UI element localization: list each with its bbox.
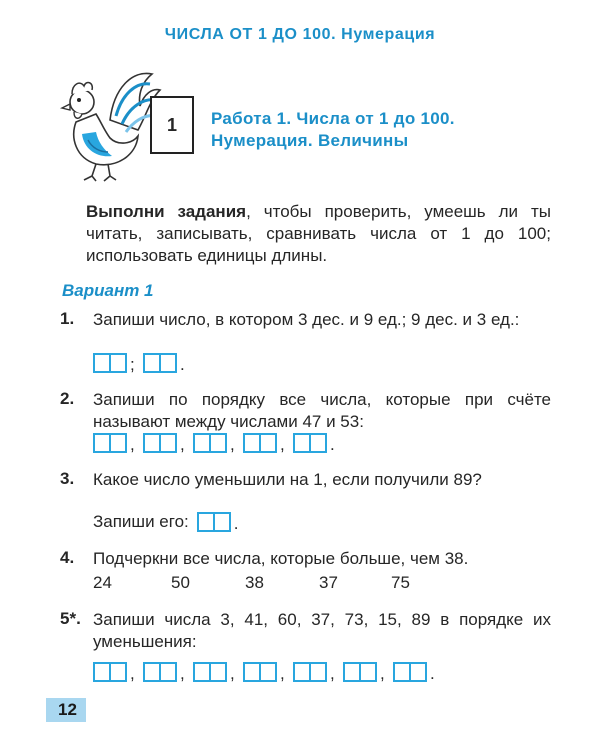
- task-1-number: 1.: [60, 309, 75, 328]
- work-title-line1: Работа 1. Числа от 1 до 100.: [211, 109, 455, 128]
- answer-cell[interactable]: [393, 662, 427, 682]
- task-4-number: 4.: [60, 548, 75, 567]
- intro-bold: Выполни задания: [86, 202, 247, 221]
- task-2-answer-cells: [93, 433, 343, 453]
- separator: .: [233, 514, 239, 533]
- task-5-number: 5*.: [60, 609, 81, 628]
- separator: ,: [130, 435, 135, 454]
- answer-cell[interactable]: [343, 662, 377, 682]
- task-2-number: 2.: [60, 389, 75, 408]
- number-option[interactable]: 37: [319, 573, 338, 592]
- answer-cell[interactable]: [293, 662, 327, 682]
- answer-cell[interactable]: [193, 662, 227, 682]
- task-3-answer-row: [93, 512, 247, 532]
- separator: ,: [380, 664, 385, 683]
- page-header: ЧИСЛА ОТ 1 ДО 100. Нумерация: [164, 26, 436, 43]
- task-5-text: Запиши числа 3, 41, 60, 37, 73, 15, 89 в порядке их уменьшения:: [93, 610, 551, 651]
- answer-cell[interactable]: [293, 433, 327, 453]
- task-5-answer-cells: [93, 662, 443, 682]
- task-2-text: Запиши по порядку все числа, которые при счёте называют между числами 47 и 53:: [93, 390, 551, 431]
- page-number: 12: [58, 700, 77, 719]
- separator: ,: [180, 435, 185, 454]
- answer-cell[interactable]: [193, 433, 227, 453]
- separator: ;: [130, 355, 135, 374]
- task-3-prompt: Запиши его:: [93, 512, 189, 531]
- number-option[interactable]: 50: [171, 573, 190, 592]
- task-1-answer-cells: [93, 353, 193, 373]
- number-option[interactable]: 24: [93, 573, 112, 592]
- separator: .: [430, 664, 435, 683]
- work-title: [211, 108, 455, 152]
- number-option[interactable]: 38: [245, 573, 264, 592]
- variant-heading: Вариант 1: [62, 281, 154, 300]
- number-option[interactable]: 75: [391, 573, 410, 592]
- answer-cell[interactable]: [93, 353, 127, 373]
- answer-cell[interactable]: [93, 433, 127, 453]
- rooster-icon: [52, 58, 162, 182]
- separator: .: [330, 435, 335, 454]
- task-4-text: Подчеркни все числа, которые больше, чем 38.: [93, 549, 469, 568]
- task-3-text: Какое число уменьшили на 1, если получили 89?: [93, 470, 482, 489]
- separator: ,: [180, 664, 185, 683]
- work-title-line2: Нумерация. Величины: [211, 131, 409, 150]
- answer-cell[interactable]: [243, 433, 277, 453]
- separator: ,: [230, 664, 235, 683]
- answer-cell[interactable]: [93, 662, 127, 682]
- task-1-text: Запиши число, в котором 3 дес. и 9 ед.; 9 дес. и 3 ед.:: [93, 310, 520, 329]
- task-3-number: 3.: [60, 469, 75, 488]
- answer-cell[interactable]: [243, 662, 277, 682]
- answer-cell[interactable]: [197, 512, 231, 532]
- answer-cell[interactable]: [143, 433, 177, 453]
- separator: ,: [280, 664, 285, 683]
- task-4-numbers: [93, 573, 431, 593]
- separator: ,: [130, 664, 135, 683]
- separator: .: [180, 355, 185, 374]
- answer-cell[interactable]: [143, 353, 177, 373]
- separator: ,: [280, 435, 285, 454]
- intro-paragraph: [86, 201, 551, 267]
- work-number: 1: [166, 114, 177, 135]
- intro-rest: , чтобы проверить, умеешь ли ты читать, записывать, сравнивать числа от 1 до 100; использовать единицы длины.: [86, 202, 551, 265]
- answer-cell[interactable]: [143, 662, 177, 682]
- separator: ,: [330, 664, 335, 683]
- separator: ,: [230, 435, 235, 454]
- work-number-box: [150, 96, 194, 154]
